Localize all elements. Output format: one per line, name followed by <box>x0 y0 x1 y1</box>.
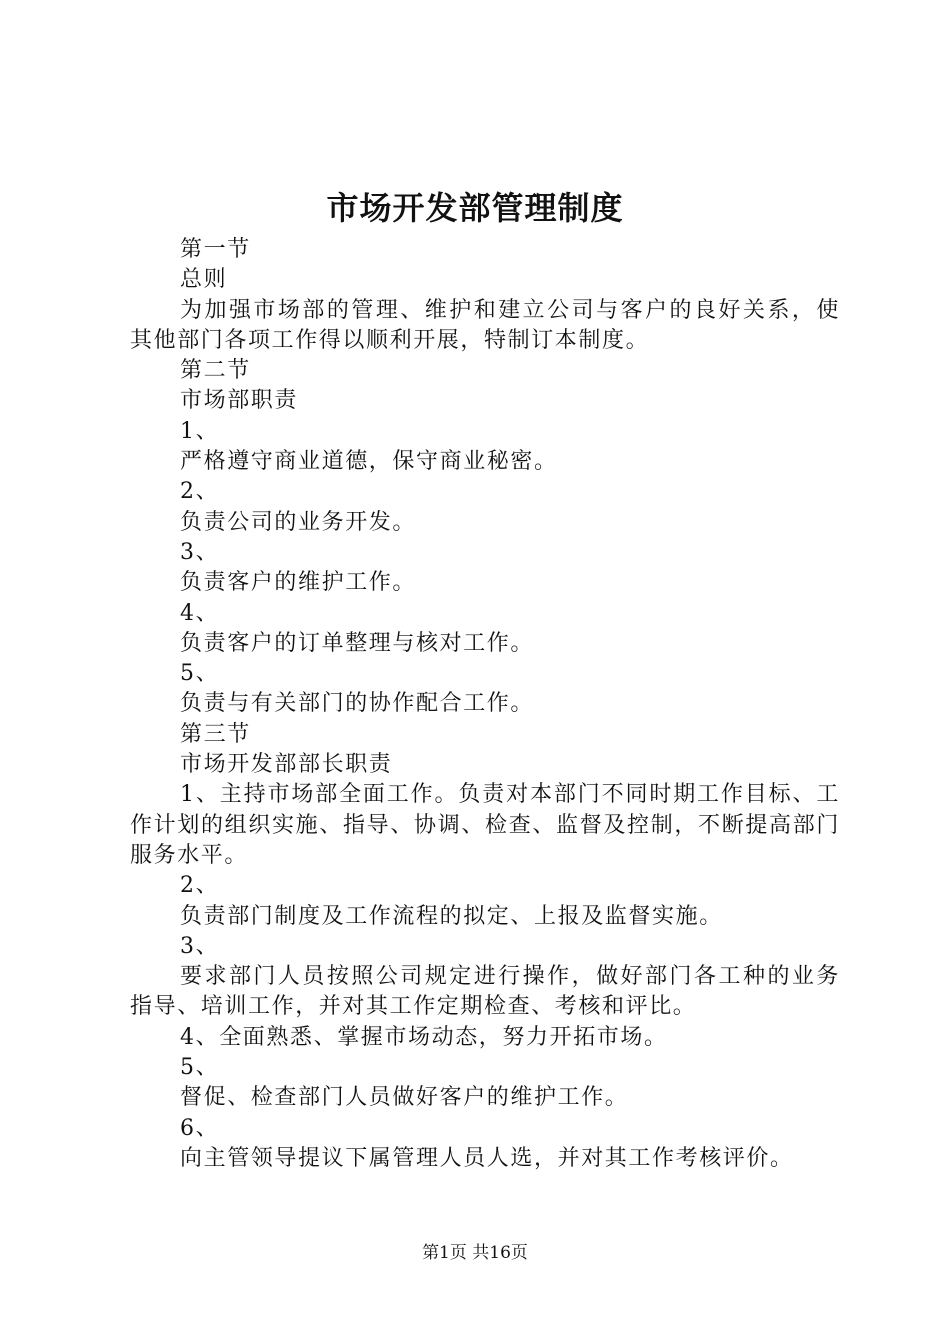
document-title: 市场开发部管理制度 <box>326 189 624 227</box>
section-subheading: 市场部职责 <box>180 388 299 414</box>
section-heading: 第二节 <box>180 358 251 384</box>
section-heading: 第一节 <box>180 237 251 262</box>
paragraph: 要求部门人员按照公司规定进行操作，做好部门各工种的业务指导、培训工作，并对其工作定期检查、考核和评比。 <box>130 964 840 1020</box>
paragraph: 1、主持市场部全面工作。负责对本部门不同时期工作目标、工作计划的组织实施、指导、协调、检查、监督及控制，不断提高部门服务水平。 <box>130 782 840 868</box>
item-text: 负责部门制度及工作流程的拟定、上报及监督实施。 <box>180 903 723 929</box>
item-number: 3、 <box>180 933 220 959</box>
item-text: 负责与有关部门的协作配合工作。 <box>180 691 535 717</box>
document-body <box>130 235 840 1174</box>
item-text: 负责客户的维护工作。 <box>180 570 417 596</box>
item-number: 5、 <box>180 1055 220 1081</box>
item-number: 6、 <box>180 1115 220 1141</box>
section-subheading: 市场开发部部长职责 <box>180 752 393 778</box>
item-text: 严格遵守商业道德，保守商业秘密。 <box>180 449 558 475</box>
item-text: 向主管领导提议下属管理人员人选，并对其工作考核评价。 <box>180 1145 794 1171</box>
paragraph: 为加强市场部的管理、维护和建立公司与客户的良好关系，使其他部门各项工作得以顺利开展，特制订本制度。 <box>130 297 840 353</box>
item-number: 1、 <box>180 418 220 444</box>
item-text: 4、全面熟悉、掌握市场动态，努力开拓市场。 <box>180 1024 668 1050</box>
item-text: 负责客户的订单整理与核对工作。 <box>180 630 535 656</box>
item-number: 2、 <box>180 873 220 899</box>
page-footer: 第1页 共16页 <box>422 1243 528 1263</box>
item-number: 4、 <box>180 600 220 626</box>
item-number: 2、 <box>180 479 220 505</box>
section-subheading: 总则 <box>180 267 228 293</box>
section-heading: 第三节 <box>180 721 251 747</box>
item-text: 督促、检查部门人员做好客户的维护工作。 <box>180 1085 629 1111</box>
item-number: 3、 <box>180 539 220 565</box>
item-text: 负责公司的业务开发。 <box>180 509 417 535</box>
item-number: 5、 <box>180 661 220 687</box>
